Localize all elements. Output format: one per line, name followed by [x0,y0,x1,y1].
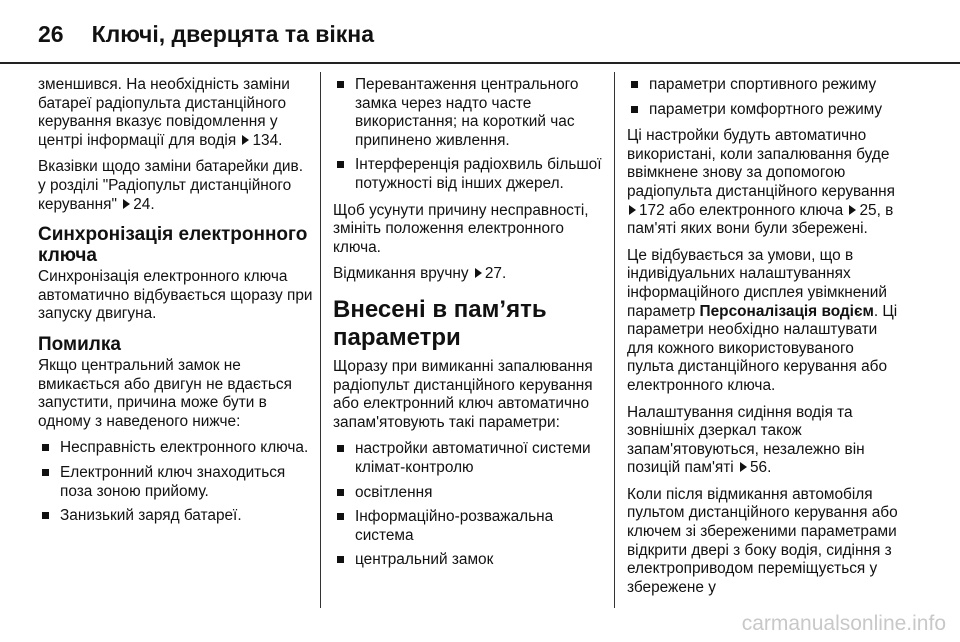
list-item: параметри комфортного режиму [627,101,903,120]
battery-paragraph: зменшився. На необхідність заміни батареї радіопульта дистанційного керування вказує повідомлення у центрі інформації для водія 134. [38,76,290,149]
page-ref: 24. [133,195,155,213]
error-heading: Помилка [38,333,121,355]
error-paragraph: Якщо центральний замок не вмикається або двигун не вдається запустити, причина може бути в одному з наведеного нижче: [38,356,292,430]
page-ref-icon [123,199,130,209]
cause-list [333,76,609,194]
page-ref: 56. [749,459,772,477]
page-ref-icon [242,135,249,145]
page-ref: 27. [484,265,507,283]
page-title: Ключі, дверцята та вікна [91,20,374,47]
page-header [38,14,374,54]
page-number: 26 [38,20,64,47]
list-item: Інформаційно-розважальна система [333,508,609,545]
page-ref-icon [475,268,482,278]
page-ref-icon [629,205,636,215]
fix-paragraph: Щоб усунути причину несправності, змініть положення електронного ключа. [333,201,589,256]
list-item: настройки автоматичної системи клімат-контролю [333,440,609,477]
page-ref-icon [849,205,856,215]
param-list [333,440,609,570]
page-ref-icon [740,462,747,472]
saved-settings-heading: Внесені в пам’ять параметри [333,295,547,351]
column-1 [38,76,314,534]
column-2 [333,76,609,578]
list-item: Несправність електронного ключа. [38,439,314,458]
list-item: параметри спортивного режиму [627,76,903,95]
saved-settings-paragraph: Щоразу при вимиканні запалювання радіопульт дистанційного керування або електронний ключ автоматично запам'ятовують такі параметри: [333,357,593,431]
list-item: Занизький заряд батареї. [38,507,314,526]
column-divider-2 [614,72,615,608]
column-divider-1 [320,72,321,608]
seat-mirror-paragraph: Налаштування сидіння водія та зовнішніх дзеркал також запам'ятовуються, незалежно він позицій пам'яті 56. [627,403,865,477]
seat-move-paragraph: Коли після відмикання автомобіля пультом дистанційного керування або ключем зі збереженими параметрами відкрити двері з боку водія, сидіння з електроприводом переміщується у збережене у [627,485,898,596]
sync-paragraph: Синхронізація електронного ключа автоматично відбувається щоразу при запуску двигуна. [38,268,313,323]
column-3 [627,76,903,605]
page-ref: 134. [252,131,283,149]
header-divider [0,62,960,64]
list-item: освітлення [333,484,609,503]
list-item: центральний замок [333,551,609,570]
error-list [38,439,314,525]
list-item: Перевантаження центрального замка через надто часте використання; на короткий час припинено живлення. [333,76,609,150]
list-item: Електронний ключ знаходиться поза зоною прийому. [38,464,314,501]
battery-replace-paragraph: Вказівки щодо заміни батарейки див. у розділі "Радіопульт дистанційного керування" 24. [38,158,303,213]
watermark: carmanualsonline.info [741,612,946,635]
sync-heading: Синхронізація електронного ключа [38,224,308,267]
mode-list [627,76,903,119]
personalization-setting: Персоналізація водієм [699,302,874,320]
manual-unlock-paragraph: Відмикання вручну 27. [333,265,507,283]
personalization-paragraph: Це відбувається за умови, що в індивідуальних налаштуваннях інформаційного дисплея увімкнений параметр Персоналізація водієм. Ці параметри необхідно налаштувати для кожного використовуваного пульта дистанційного керування або електронного ключа. [627,246,898,394]
list-item: Інтерференція радіохвиль більшої потужності від інших джерел. [333,156,609,193]
auto-apply-paragraph: Ці настройки будуть автоматично використані, коли запалювання буде ввімкнене знову за допомогою радіопульта дистанційного керування 172 або електронного ключа 25, в пам'яті яких вони були збережені. [627,127,895,238]
